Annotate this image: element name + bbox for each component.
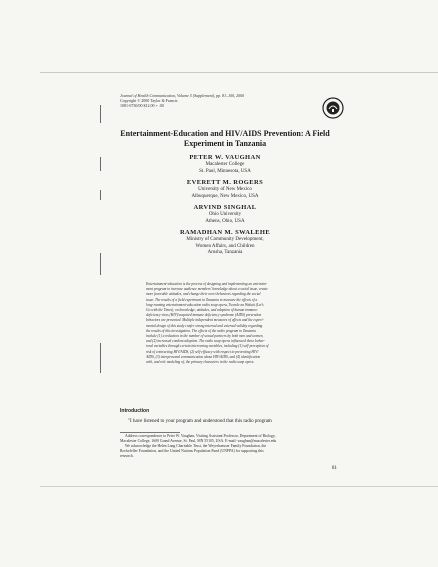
author-entry: [140, 204, 310, 225]
author-affiliation: Ministry of Community Development,: [186, 237, 264, 242]
journal-issn: 1081-0730/00 $12.00 + .00: [120, 103, 164, 108]
footnote-line: Address correspondence to Peter W. Vaughan, Visiting Assistant Professor, Department of Biology,: [125, 434, 276, 438]
footnote-rule: [120, 432, 180, 433]
abstract: [146, 282, 291, 365]
abstract-line: behaviors are presented. Multiple independent measures of effects and the experi-: [146, 318, 264, 323]
abstract-line: issue. The results of a field experiment in Tanzania to measure the effects of a: [146, 297, 258, 302]
publisher-logo-icon: [322, 97, 344, 119]
abstract-line: mental design of this study confer strong internal and external validity regarding: [146, 323, 263, 328]
abstract-line: include (1) a reduction in the number of sexual partners by both men and women,: [146, 334, 264, 339]
author-affiliation: Macalester College: [205, 162, 245, 167]
paper-title: Entertainment-Education and HIV/AIDS Prevention: A Field Experiment in Tanzania: [120, 129, 330, 148]
scan-top-rule: [40, 72, 438, 73]
author-location: St. Paul, Minnesota, USA: [199, 168, 251, 174]
author-name: RAMADHAN M. SWALEHE: [179, 229, 271, 236]
author-location: Arusha, Tanzania: [207, 250, 243, 255]
footnote-line: Rockefeller Foundation, and the United Nations Population Fund (UNFPA) for supporting this: [120, 449, 264, 453]
margin-marks: [100, 105, 106, 435]
abstract-line: long-running entertainment-education radio soap opera, Twende na Wakati (Let's: [146, 302, 264, 307]
abstract-line: with, and role modeling of, the primary characters in the radio soap opera.: [146, 360, 255, 365]
scan-bottom-rule: [40, 486, 438, 487]
journal-citation: Journal of Health Communication, Volume 5 (Supplement), pp. 81–100, 2000: [120, 93, 245, 98]
abstract-line: AIDS, (3) interpersonal communication about HIV/AIDS, and (4) identification: [146, 354, 261, 359]
journal-copyright: Copyright © 2000 Taylor & Francis: [120, 98, 178, 103]
author-entry: [140, 229, 310, 257]
page-number: 81: [332, 466, 337, 471]
footnote-line: research.: [120, 454, 134, 458]
author-name: PETER W. VAUGHAN: [189, 154, 261, 161]
abstract-line: deficiency virus (HIV)/acquired immune deficiency syndrome (AIDS) prevention: [146, 313, 262, 318]
section-heading: Introduction: [120, 408, 150, 414]
author-affiliation: University of New Mexico: [198, 187, 252, 192]
journal-header: [120, 93, 320, 108]
author-affiliation: Ohio University: [208, 212, 242, 217]
author-location: Athens, Ohio, USA: [205, 218, 245, 224]
author-location: Albuquerque, New Mexico, USA: [191, 193, 259, 199]
footnotes: [120, 434, 350, 459]
footnote-line: Macalester College, 1600 Grand Avenue, St. Paul, MN 55105, USA. E-mail: vaughan@macalester.edu: [120, 439, 277, 443]
author-block: [140, 154, 310, 261]
abstract-line: Entertainment-education is the process of designing and implementing an entertain-: [146, 282, 268, 286]
abstract-line: the results of this investigation. The effects of the radio program in Tanzania: [146, 328, 256, 333]
abstract-line: more favorable attitudes, and change their overt behaviors regarding the social: [146, 292, 261, 297]
abstract-line: ioral variables through certain intervening variables, including (1) self-perception of: [146, 344, 269, 349]
body-text: "I have listened to your program and understood that this radio program: [128, 419, 272, 424]
author-affiliation: Women Affairs, and Children: [195, 243, 255, 249]
author-name: EVERETT M. ROGERS: [186, 179, 264, 186]
abstract-line: risk of contracting HIV/AIDS, (2) self-efficacy with respect to preventing HIV/: [146, 349, 259, 354]
abstract-line: ment program to increase audience members' knowledge about a social issue, create: [146, 287, 268, 292]
author-entry: [140, 154, 310, 175]
author-entry: [140, 179, 310, 200]
footnote-line: We acknowledge the Helen Lang Charitable Trust, the Weyerhaeuser Family Foundation, the: [125, 444, 267, 448]
abstract-line: Go with the Times), on knowledge, attitudes, and adoption of human immuno-: [146, 308, 258, 313]
abstract-line: and (2) increased condom adoption. The radio soap opera influenced these behav-: [146, 339, 265, 344]
author-name: ARVIND SINGHAL: [193, 204, 257, 211]
